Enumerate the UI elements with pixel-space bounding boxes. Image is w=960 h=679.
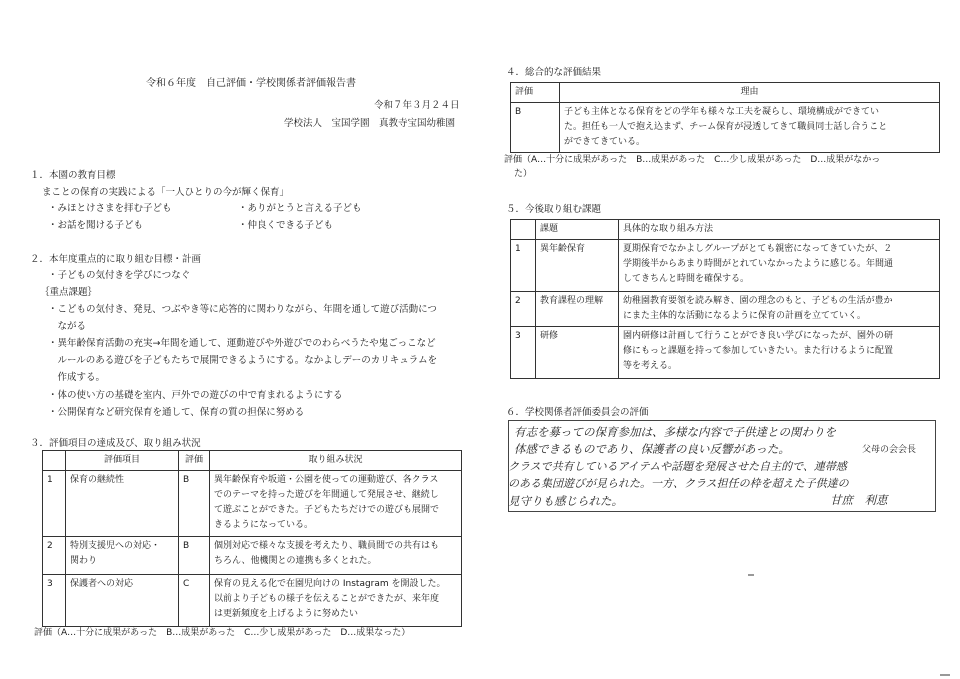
table-header-row: [511, 220, 940, 240]
method-cell: [619, 240, 940, 292]
row-number: 3: [511, 327, 536, 379]
focus-line: ながる: [48, 321, 87, 332]
header-cell: [511, 220, 536, 240]
signature: 甘庶 利恵: [830, 493, 888, 507]
method-line: 夏期保育でなかよしグループがとても親密になってきていたが、２: [623, 244, 893, 254]
status-line: 以前より子どもの様子を伝えることができたが、来年度: [214, 594, 440, 604]
signer-role: 父母の会会長: [862, 445, 917, 455]
method-line: 園内研修は計画して行うことができ良い学びになったが、園外の研: [623, 331, 894, 341]
target: ・子どもの気付きを学びにつなぐ: [48, 270, 191, 281]
method-line: 等を考える。: [623, 361, 678, 371]
comment-line: のある集団遊びが見られた。一方、クラス担任の枠を超えた子供達の: [508, 477, 849, 490]
scan-speck: [748, 574, 754, 576]
item-line: 保育の継続性: [70, 475, 125, 485]
focus-line: ・公開保育など研究保育を通して、保育の質の担保に努める: [48, 407, 305, 418]
comment-line: 体感できるものであり、保護者の良い反響があった。: [514, 442, 790, 456]
header-cell: 理由: [560, 83, 940, 103]
focus-line: ・こどもの気付き、発見、つぶやき等に応答的に関わりながら、年間を通して遊び活動につ: [48, 304, 437, 315]
status-cell: [210, 575, 462, 627]
focus-line: ・異年齢保育活動の充実→年間を通して、運動遊びや外遊びでのわらべうたや鬼ごっこなど: [48, 338, 436, 349]
motto: まことの保育の実践による「一人ひとりの今が輝く保育」: [42, 187, 290, 198]
status-line: ちろん、他機関との連携も多くとれた。: [214, 556, 377, 566]
section1-heading: １．本園の教育目標: [30, 170, 116, 181]
row-number: 2: [511, 292, 536, 327]
scan-speck: [940, 674, 950, 676]
overall-legend: 評価（A…十分に成果があった B…成果があった C…少し成果があった D…成果がなかっ: [504, 155, 881, 165]
header-cell: [43, 451, 66, 471]
table-row: [511, 240, 940, 292]
row-number: 1: [43, 471, 66, 537]
status-cell: [210, 537, 462, 575]
table-row: [511, 327, 940, 379]
focus-line: ルールのある遊びを子どもたちで展開できるようにする。なかよしデーのカリキュラムを: [48, 355, 438, 366]
row-number: 2: [43, 537, 66, 575]
org-name: 学校法人 宝国学園 真教寺宝国幼稚園: [284, 118, 456, 129]
comment-line: 有志を募っての保育参加は、多様な内容で子供達との関わりを: [514, 425, 836, 439]
method-line: してきちんと時間を確保する。: [623, 274, 750, 284]
table-row: [511, 103, 940, 153]
header-cell: 評価項目: [66, 451, 179, 471]
table-row: [43, 575, 462, 627]
reason-line: 子ども主体となる保育をどの学年も様々な工夫を凝らし、環境構成ができてい: [564, 107, 880, 117]
method-line: にまた主体的な活動になるように保育の計画を立てていく。: [623, 311, 866, 321]
item-line: 保護者への対応: [70, 579, 134, 589]
status-line: て遊ぶことができた。子どもたちだけでの遊びも展開で: [214, 505, 440, 515]
goal: ・みほとけさまを拝む子ども: [48, 203, 172, 214]
method-cell: [619, 292, 940, 327]
task-cell: 教育課程の理解: [536, 292, 619, 327]
row-number: 3: [43, 575, 66, 627]
goal: ・お話を聞ける子ども: [48, 220, 144, 231]
table-header-row: [511, 83, 940, 103]
focus-label: ｛重点課題｝: [40, 287, 98, 298]
section6-heading: ６．学校関係者評価委員会の評価: [506, 407, 649, 418]
doc-title: 令和６年度 自己評価・学校関係者評価報告書: [146, 78, 356, 89]
table-row: [511, 292, 940, 327]
section5-heading: ５．今後取り組む課題: [506, 204, 602, 215]
reason-line: ができてきている。: [564, 137, 646, 147]
tasks-table: [510, 219, 940, 379]
method-cell: [619, 327, 940, 379]
comment-line: クラスで共有しているアイテムや話題を発展させた自主的で、連帯感: [508, 460, 847, 473]
table-row: [43, 471, 462, 537]
row-number: 1: [511, 240, 536, 292]
item-cell: [66, 471, 179, 537]
goal: ・仲良くできる子ども: [238, 220, 334, 231]
item-line: 特別支援児への対応・: [70, 541, 161, 551]
status-line: 保育の見える化で在園児向けの Instagram を開設した。: [214, 579, 446, 589]
status-line: 異年齢保育や坂道・公園を使っての運動遊び、各クラス: [214, 475, 439, 485]
reason-cell: [560, 103, 940, 153]
focus-line: 作成する。: [48, 372, 106, 383]
item-cell: [66, 575, 179, 627]
report-date: 令和７年３月２４日: [374, 100, 460, 111]
status-line: 個別対応で様々な支援を考えたり、職員間での共有はも: [214, 541, 440, 551]
status-line: きるようになっている。: [214, 520, 314, 530]
method-line: 幼稚園教育要領を読み解き、園の理念のもと、子どもの生活が豊か: [623, 296, 893, 306]
header-cell: 評価: [179, 451, 210, 471]
focus-line: ・体の使い方の基礎を室内、戸外での遊びの中で育まれるようにする: [48, 390, 343, 401]
evaluation-table: [42, 450, 462, 627]
section2-heading: ２．本年度重点的に取り組む目標・計画: [30, 254, 202, 265]
table-row: [43, 537, 462, 575]
reason-line: た。担任も一人で抱え込まず、チーム保育が浸透してきて職員同士話し合うこと: [564, 122, 888, 132]
task-cell: 異年齢保育: [536, 240, 619, 292]
task-cell: 研修: [536, 327, 619, 379]
item-cell: [66, 537, 179, 575]
evaluation-legend: 評価（A…十分に成果があった B…成果があった C…少し成果があった D…成果なった）: [34, 628, 411, 638]
grade-cell: B: [179, 537, 210, 575]
header-cell: 具体的な取り組み方法: [619, 220, 940, 240]
item-line: 関わり: [70, 556, 98, 566]
header-cell: 課題: [536, 220, 619, 240]
method-line: 学期後半からあまり時間がとれていなかったように感じる。年間通: [623, 259, 894, 269]
overall-legend: た）: [514, 169, 533, 179]
header-cell: 評価: [511, 83, 560, 103]
status-line: でのテーマを持った遊びを年間通して発展させ、継続し: [214, 490, 439, 500]
grade-cell: B: [511, 103, 560, 153]
section3-heading: ３．評価項目の達成及び、取り組み状況: [30, 438, 201, 449]
header-cell: 取り組み状況: [210, 451, 462, 471]
grade-cell: B: [179, 471, 210, 537]
grade-cell: C: [179, 575, 210, 627]
table-header-row: [43, 451, 462, 471]
goal: ・ありがとうと言える子ども: [238, 203, 362, 214]
section4-heading: ４．総合的な評価結果: [506, 67, 602, 78]
overall-table: [510, 82, 940, 153]
method-line: 修にもっと課題を持って参加していきたい。また行けるように配置: [623, 346, 894, 356]
comment-line: 見守りも感じられた。: [508, 494, 623, 508]
status-line: は更新頻度を上げるように努めたい: [214, 609, 359, 619]
status-cell: [210, 471, 462, 537]
